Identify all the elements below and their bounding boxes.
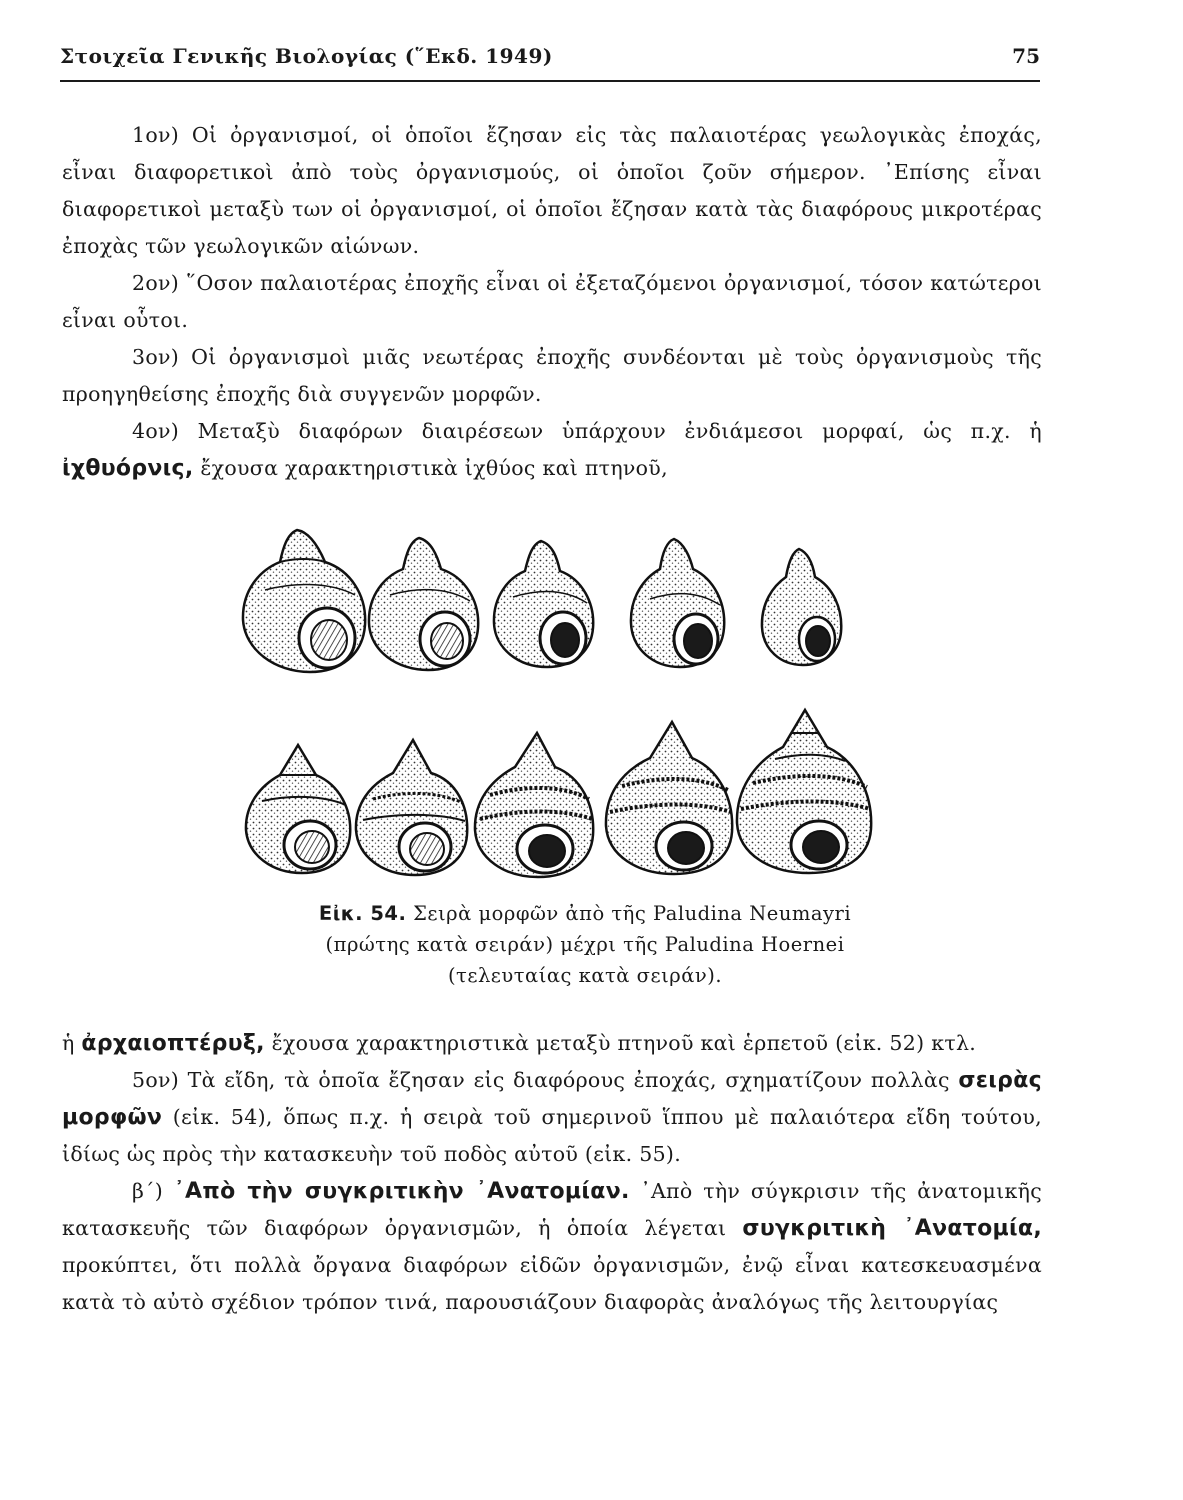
paragraph-text: ἡ	[62, 1031, 82, 1055]
section-heading: ᾿Απὸ τὴν συγκριτικὴν ᾿Ανατομίαν.	[173, 1179, 630, 1204]
paragraph-continuation	[62, 1025, 1042, 1062]
term-ichthyornis: ἰχθυόρνις,	[62, 456, 194, 481]
paragraph-1	[62, 117, 1042, 265]
shell-series-illustration	[235, 525, 885, 880]
figure-caption	[205, 898, 965, 991]
section-number: β΄)	[132, 1179, 174, 1203]
shell-icon	[606, 722, 732, 874]
body-text-top	[62, 117, 1042, 487]
paragraph-text: Οἱ ὀργανισμοὶ μιᾶς νεωτέρας ἐποχῆς συνδέονται μὲ τοὺς ὀργανισμοὺς τῆς προηγηθείσης ἐποχῆς διὰ συγγενῶν μορφῶν.	[62, 345, 1042, 406]
term-series-of-forms: σειρὰς μορφῶν	[62, 1068, 1042, 1130]
shell-icon	[356, 740, 467, 875]
paragraph-number: 5ον)	[132, 1068, 188, 1092]
section-beta	[62, 1173, 1042, 1321]
body-text-bottom	[62, 1025, 1042, 1321]
paragraph-text: Τὰ εἴδη, τὰ ὁποῖα ἔζησαν εἰς διαφόρους ἐποχάς, σχηματίζουν πολλὰς	[187, 1068, 959, 1092]
paragraph-text: ἔχουσα χαρακτηριστικὰ μεταξὺ πτηνοῦ καὶ ἑρπετοῦ (εἰκ. 52) κτλ.	[264, 1031, 977, 1055]
shell-icon	[246, 745, 350, 873]
book-title: Στοιχεῖα Γενικῆς Βιολογίας (῞Εκδ. 1949)	[60, 44, 553, 68]
paragraph-number: 3ον)	[132, 345, 192, 369]
paragraph-text: προκύπτει, ὅτι πολλὰ ὄργανα διαφόρων εἰδῶν ὀργανισμῶν, ἐνῷ εἶναι κατεσκευασμένα κατὰ τὸ αὐτὸ σχέδιον τρόπον τινά, παρουσιάζουν διαφορὰς ἀναλόγως τῆς λειτουργίας	[62, 1253, 1042, 1314]
paragraph-3	[62, 339, 1042, 413]
shell-icon	[243, 530, 365, 672]
paragraph-text: Οἱ ὀργανισμοί, οἱ ὁποῖοι ἔζησαν εἰς τὰς παλαιοτέρας γεωλογικὰς ἐποχάς, εἶναι διαφορετικοὶ ἀπὸ τοὺς ὀργανισμούς, οἱ ὁποῖοι ζοῦν σήμερον. ᾿Επίσης εἶναι διαφορετικοὶ μεταξὺ των οἱ ὀργανισμοί, οἱ ὁποῖοι ἔζησαν κατὰ τὰς διαφόρους μικροτέρας ἐποχὰς τῶν γεωλογικῶν αἰώνων.	[62, 123, 1042, 258]
paragraph-4	[62, 413, 1042, 487]
paragraph-text: Μεταξὺ διαφόρων διαιρέσεων ὑπάρχουν ἐνδιάμεσοι μορφαί, ὡς π.χ. ἡ	[197, 419, 1042, 443]
figure-label: Εἰκ. 54.	[318, 902, 407, 925]
paragraph-text: ῞Οσον παλαιοτέρας ἐποχῆς εἶναι οἱ ἐξεταζόμενοι ὀργανισμοί, τόσον κατώτεροι εἶναι οὗτοι.	[62, 271, 1042, 332]
paragraph-text: ᾿Απὸ τὴν σύγκρισιν τῆς ἀνατομικῆς κατασκευῆς τῶν διαφόρων ὀργανισμῶν, ἡ ὁποία λέγεται	[62, 1179, 1042, 1240]
term-archaeopteryx: ἀρχαιοπτέρυξ,	[81, 1031, 265, 1056]
shell-icon	[494, 541, 593, 667]
term-comparative-anatomy: συγκριτικὴ ᾿Ανατομία,	[742, 1216, 1042, 1241]
caption-line: (τελευταίας κατὰ σειράν).	[447, 964, 723, 987]
caption-text: Σειρὰ μορφῶν ἀπὸ τῆς Paludina Neumayri	[413, 902, 852, 925]
shell-icon	[369, 538, 478, 670]
paragraph-text: (εἰκ. 54), ὅπως π.χ. ἡ σειρὰ τοῦ σημερινοῦ ἵππου μὲ παλαιότερα εἴδη τούτου, ἰδίως ὡς πρὸς τὴν κατασκευὴν τοῦ ποδὸς αὐτοῦ (εἰκ. 55).	[62, 1105, 1042, 1166]
shell-icon	[475, 733, 593, 877]
shell-icon	[631, 539, 724, 667]
running-header	[60, 44, 1040, 82]
paragraph-number: 2ον)	[132, 271, 186, 295]
page-number: 75	[1012, 44, 1040, 68]
shell-icon	[762, 549, 841, 665]
caption-line	[205, 898, 965, 929]
paragraph-2	[62, 265, 1042, 339]
shell-icon	[737, 710, 871, 873]
paragraph-5	[62, 1062, 1042, 1173]
paragraph-number: 4ον)	[132, 419, 198, 443]
paragraph-number: 1ον)	[132, 123, 192, 147]
caption-line: (πρώτης κατὰ σειράν) μέχρι τῆς Paludina Hoernei	[325, 933, 845, 956]
paragraph-text: ἔχουσα χαρακτηριστικὰ ἰχθύος καὶ πτηνοῦ,	[193, 456, 668, 480]
